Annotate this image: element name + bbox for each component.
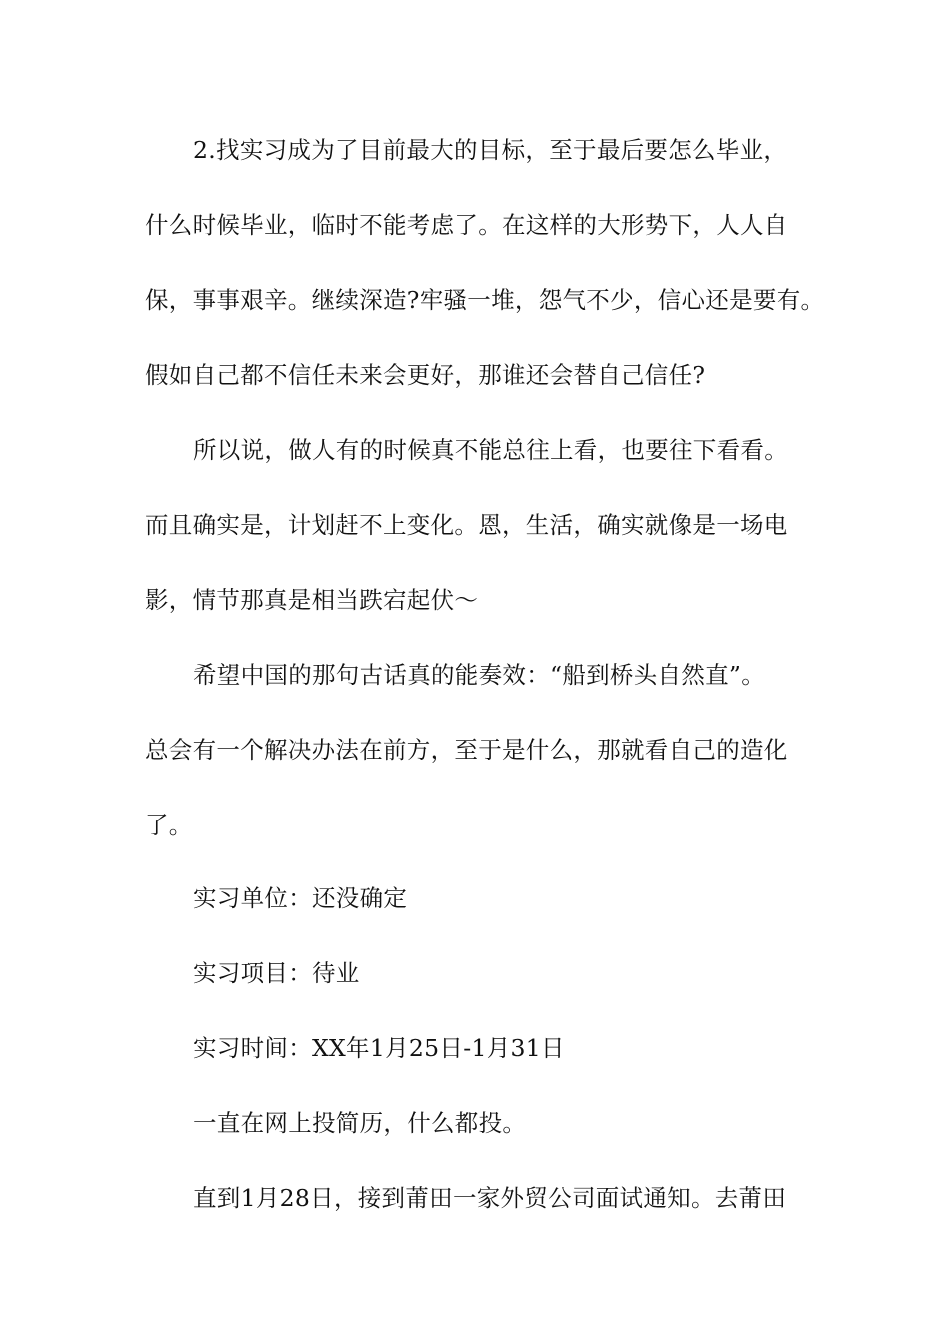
internship-project-line: 实习项目：待业: [193, 959, 360, 987]
paragraph-line: 直到1月28日，接到莆田一家外贸公司面试通知。去莆田: [193, 1184, 787, 1212]
paragraph-line: 影，情节那真是相当跌宕起伏～: [145, 586, 479, 614]
paragraph-line: 2.找实习成为了目前最大的目标，至于最后要怎么毕业，: [193, 136, 788, 164]
internship-unit-line: 实习单位：还没确定: [193, 884, 408, 912]
paragraph-line: 一直在网上投简历，什么都投。: [193, 1109, 527, 1137]
paragraph-line: 所以说，做人有的时候真不能总往上看，也要往下看看。: [193, 436, 788, 464]
paragraph-line: 假如自己都不信任未来会更好，那谁还会替自己信任?: [145, 361, 706, 389]
paragraph-line: 总会有一个解决办法在前方，至于是什么，那就看自己的造化: [145, 736, 788, 764]
paragraph-line: 了。: [145, 811, 193, 839]
paragraph-line: 什么时候毕业，临时不能考虑了。在这样的大形势下，人人自: [145, 211, 788, 239]
paragraph-line: 而且确实是，计划赶不上变化。恩，生活，确实就像是一场电: [145, 511, 788, 539]
internship-time-line: 实习时间：XX年1月25日-1月31日: [193, 1034, 565, 1062]
paragraph-line: 保，事事艰辛。继续深造?牢骚一堆，怨气不少，信心还是要有。: [145, 286, 825, 314]
paragraph-line: 希望中国的那句古话真的能奏效：“船到桥头自然直”。: [193, 661, 766, 689]
